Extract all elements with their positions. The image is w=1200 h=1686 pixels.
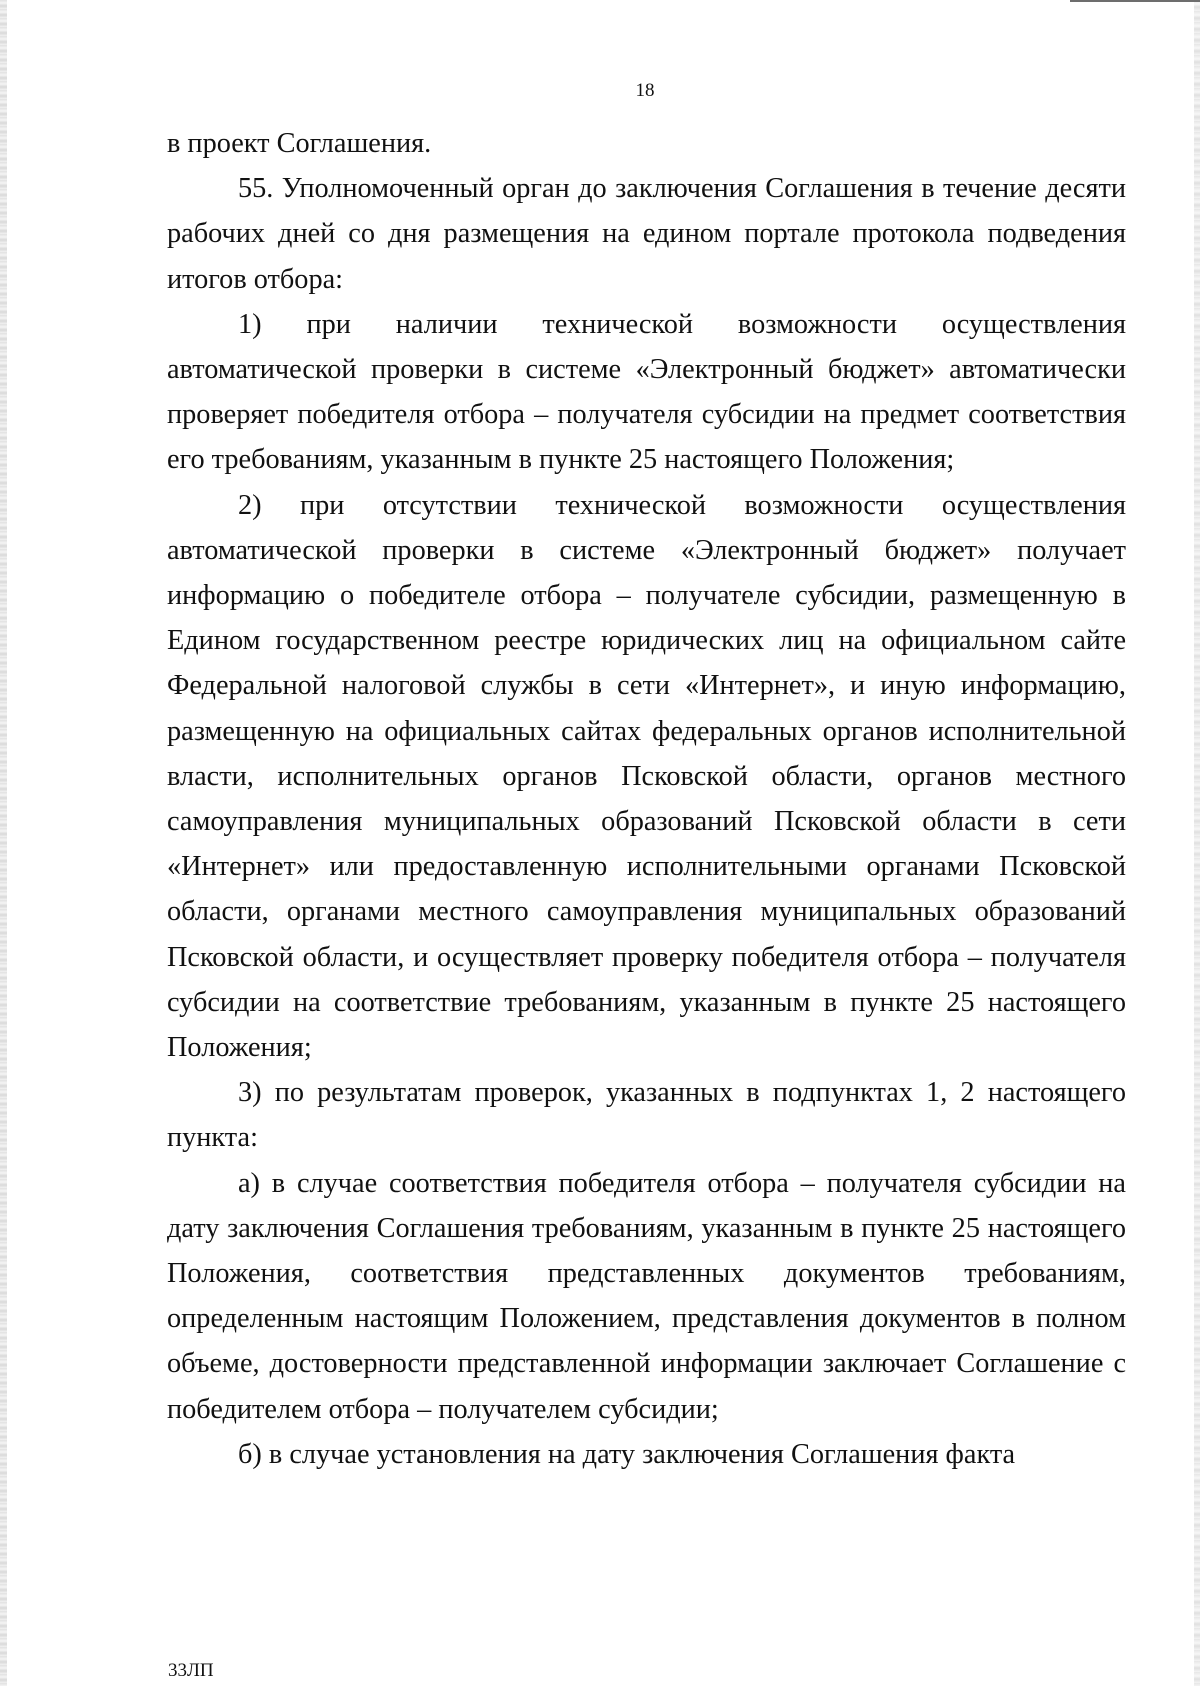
page-number: 18 [635, 80, 655, 101]
scan-right-edge [1194, 0, 1200, 1686]
scan-top-line [1070, 0, 1200, 2]
paragraph-subclause-1: 1) при наличии технической возможности осуществления автоматической проверки в системе «Электронный бюджет» автоматически проверяет победителя отбора – получателя субсидии на предмет соответствия его требованиям, указанным в пункте 25 настоящего Положения; [167, 308, 1126, 476]
footer-document-code: 33ЛП [168, 1660, 214, 1681]
document-body [167, 121, 1126, 1477]
paragraph-subclause-3: 3) по результатам проверок, указанных в подпунктах 1, 2 настоящего пункта: [167, 1077, 1126, 1154]
paragraph-subclause-b: б) в случае установления на дату заключения Соглашения факта [238, 1438, 1016, 1470]
paragraph-subclause-a: а) в случае соответствия победителя отбора – получателя субсидии на дату заключения Соглашения требованиям, указанным в пункте 25 настоящего Положения, соответствия представленных документов требованиям, определенным настоящим Положением, представления документов в полном объеме, достоверности представленной информации заключает Соглашение с победителем отбора – получателем субсидии; [167, 1167, 1126, 1425]
paragraph-clause-55: 55. Уполномоченный орган до заключения Соглашения в течение десяти рабочих дней со дня размещения на едином портале протокола подведения итогов отбора: [167, 173, 1126, 295]
paragraph-continuation: в проект Соглашения. [167, 128, 432, 159]
scan-left-edge [0, 0, 7, 1686]
paragraph-subclause-2: 2) при отсутствии технической возможности осуществления автоматической проверки в системе «Электронный бюджет» получает информацию о победителе отбора – получателе субсидии, размещенную в Едином государственном реестре юридических лиц на официальном сайте Федеральной налоговой службы в сети «Интернет», и иную информацию, размещенную на официальных сайтах федеральных органов исполнительной власти, исполнительных органов Псковской области, органов местного самоуправления муниципальных образований Псковской области в сети «Интернет» или предоставленную исполнительными органами Псковской области, органами местного самоуправления муниципальных образований Псковской области, и осуществляет проверку победителя отбора – получателя субсидии на соответствие требованиям, указанным в пункте 25 настоящего Положения; [167, 489, 1126, 1064]
